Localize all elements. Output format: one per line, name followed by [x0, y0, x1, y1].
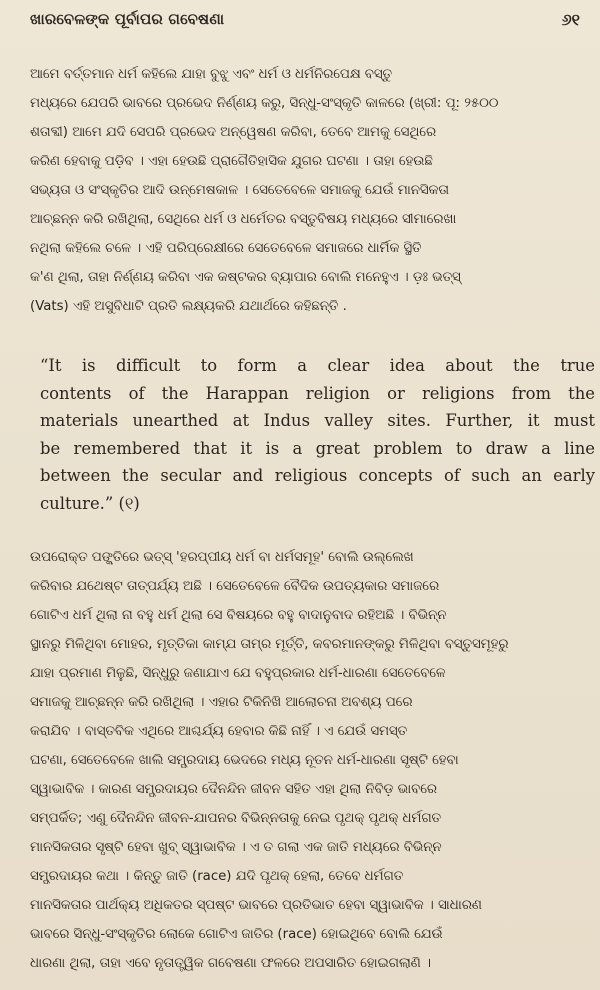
- quote-line: contents of the Harappan religion or religions from the: [40, 383, 595, 403]
- page-number: ୬୧: [561, 10, 580, 29]
- text-line: କରିଣ ହେବାକୁ ପଡ଼ିବ । ଏହା ହେଉଛି ପ୍ରାଗୈତିହାସିକ ଯୁଗର ଘଟଣା । ତାହା ହେଉଛି: [30, 154, 433, 169]
- text-line: ନଥିଲା କହିଲେ ଚଳେ । ଏହି ପରିପ୍ରେକ୍ଷୀରେ ସେତେବେଳେ ସମାଜରେ ଧାର୍ମିକ ସ୍ଥିତି: [30, 241, 422, 256]
- text-line: ଘଟଣା, ସେତେବେଳେ ଖାଲି ସମ୍ପ୍ରଦାୟ ଭେଦରେ ମଧ୍ୟ ନୂତନ ଧର୍ମ-ଧାରଣା ସୃଷ୍ଟି ହେବା: [30, 753, 459, 768]
- text-line: ଯାହା ପ୍ରମାଣ ମିଳୁଛି, ସିନ୍ଧୁରୁ ଜଣାଯାଏ ଯେ ବହୁପ୍ରକାର ଧର୍ମ-ଧାରଣା ସେତେବେଳେ: [30, 666, 446, 681]
- text-line: ଉପରୋକ୍ତ ପଙ୍କ୍ତିରେ ଭତ୍ସ୍ 'ହରପ୍ପୀୟ ଧର୍ମ ବା ଧର୍ମସମୂହ' ବୋଲି ଉଲ୍ଲେଖ: [30, 550, 414, 565]
- quote-line: materials unearthed at Indus valley sites. Further, it must: [40, 411, 595, 430]
- text-line: ସଭ୍ୟତା ଓ ସଂସ୍କୃତିର ଆଦି ଉନ୍ମେଷକାଳ । ସେତେବେଳେ ସମାଜକୁ ଯେଉଁ ମାନସିକତା: [30, 183, 449, 198]
- page-header: [30, 10, 580, 34]
- text-line: ଆମେ ବର୍ତ୍ତମାନ ଧର୍ମ କହିଲେ ଯାହା ବୁଝୁ ଏବଂ ଧର୍ମ ଓ ଧର୍ମନିରପେକ୍ଷ ବସ୍ତୁ: [30, 67, 393, 82]
- text-line: ଆଚ୍ଛନ୍ନ କରି ରଖିଥିଲା, ସେଥିରେ ଧର୍ମ ଓ ଧର୍ମେତର ବସ୍ତୁବିଷୟ ମଧ୍ୟରେ ସୀମାରେଖା: [30, 212, 457, 227]
- text-line: ମାନସିକତାର ସୃଷ୍ଟି ହେବା ଖୁବ୍ ସ୍ୱାଭାବିକ । ଏ ତ ଗଲା ଏକ ଜାତି ମଧ୍ୟରେ ବିଭିନ୍ନ: [30, 840, 442, 855]
- text-line: ସମାଜକୁ ଆଚ୍ଛନ୍ନ କରି ରଖିଥିଲା । ଏହାର ଟିକିନିଖି ଆଲୋଚନା ଅବଶ୍ୟ ପରେ: [30, 695, 413, 710]
- text-line: ଭାବରେ ସିନ୍ଧୁ-ସଂସ୍କୃତିର ଲୋକେ ଗୋଟିଏ ଜାତିର (race) ହୋଇଥିବେ ବୋଲି ଯେଉଁ: [30, 927, 443, 942]
- text-line: ସମ୍ପ୍ରଦାୟର କଥା । କିନ୍ତୁ ଜାତି (race) ଯଦି ପୃଥକ୍ ହେଲା, ତେବେ ଧର୍ମଗତ: [30, 869, 404, 884]
- quote-line: “It is difficult to form a clear idea about the true: [40, 356, 595, 375]
- text-line: ସମ୍ପର୍କିତ; ଏଣୁ ଦୈନନ୍ଦିନ ଜୀବନ-ଯାପନର ବିଭିନ୍ନତାକୁ ନେଇ ପୃଥକ୍ ପୃଥକ୍ ଧର୍ମଗତ: [30, 811, 442, 826]
- quote-line: be remembered that it is a great problem to draw a line: [40, 438, 595, 458]
- text-line: (Vats) ଏହି ଅସୁବିଧାଟି ପ୍ରତି ଲକ୍ଷ୍ୟକରି ଯଥାର୍ଥରେ କହିଛନ୍ତି .: [30, 299, 347, 314]
- quote-line: culture.” (୧): [40, 493, 140, 513]
- text-line: ମଧ୍ୟରେ ଯେପରି ଭାବରେ ପ୍ରଭେଦ ନିର୍ଣ୍ଣୟ କରୁ, ସିନ୍ଧୁ-ସଂସ୍କୃତି କାଳରେ (ଖ୍ରୀ: ପୂ: ୨୫୦୦: [30, 96, 499, 111]
- quote-line: between the secular and religious concepts of such an early: [40, 466, 595, 485]
- text-line: ସ୍ୱାଭାବିକ । କାରଣ ସମ୍ପ୍ରଦାୟର ଦୈନନ୍ଦିନ ଜୀବନ ସହିତ ଏହା ଥିଲା ନିବିଡ଼ ଭାବରେ: [30, 782, 437, 797]
- text-line: କରାଯିବ । ବାସ୍ତବିକ ଏଥିରେ ଆଶ୍ଚର୍ଯ୍ୟ ହେବାର କିଛି ନାହିଁ । ଏ ଯେଉଁ ସମସ୍ତ: [30, 724, 408, 739]
- block-quote: [40, 352, 595, 517]
- running-title: ଖାରବେଳଙ୍କ ପୂର୍ବାପର ଗବେଷଣା: [30, 10, 225, 28]
- text-line: କରିବାର ଯଥେଷ୍ଟ ତାତ୍ପର୍ଯ୍ୟ ଅଛି । ସେତେବେଳେ ବୈଦିକ ଉପତ୍ୟକାର ସମାଜରେ: [30, 579, 440, 594]
- text-line: ମାନସିକତାର ପାର୍ଥକ୍ୟ ଅଧିକତର ସ୍ପଷ୍ଟ ଭାବରେ ପ୍ରତିଭାତ ହେବା ସ୍ୱାଭାବିକ । ସାଧାରଣ: [30, 898, 482, 913]
- text-line: ଧାରଣା ଥିଲା, ତାହା ଏବେ ନୃତାତ୍ତ୍ୱିକ ଗବେଷଣା ଫଳରେ ଅପସାରିତ ହୋଇଗଲାଣି ।: [30, 956, 431, 971]
- text-line: କ'ଣ ଥିଲା, ତାହା ନିର୍ଣ୍ଣୟ କରିବା ଏକ କଷ୍ଟକର ବ୍ୟାପାର ବୋଲି ମନେହୁଏ । ଡ଼ଃ ଭତ୍ସ୍: [30, 270, 461, 285]
- text-line: ସ୍ଥାନରୁ ମିଳିଥିବା ମୋହର, ମୃତ୍ତିକା କାମ୍ଯ ତାମ୍ର ମୂର୍ତ୍ତି, କବରମାନଙ୍କରୁ ମିଳିଥିବା ବସ୍ତୁସମୂହରୁ: [30, 637, 509, 652]
- text-line: ଶତାବ୍ଦୀ) ଆମେ ଯଦି ସେପରି ପ୍ରଭେଦ ଅନ୍ୱେଷଣ କରିବା, ତେବେ ଆମକୁ ସେଥିରେ: [30, 125, 437, 140]
- text-line: ଗୋଟିଏ ଧର୍ମ ଥିଲା ନା ବହୁ ଧର୍ମ ଥିଲା ସେ ବିଷୟରେ ବହୁ ବାଦାନୁବାଦ ରହିଅଛି । ବିଭିନ୍ନ: [30, 608, 447, 623]
- paragraph-2: [30, 543, 598, 978]
- paragraph-1: [30, 60, 598, 321]
